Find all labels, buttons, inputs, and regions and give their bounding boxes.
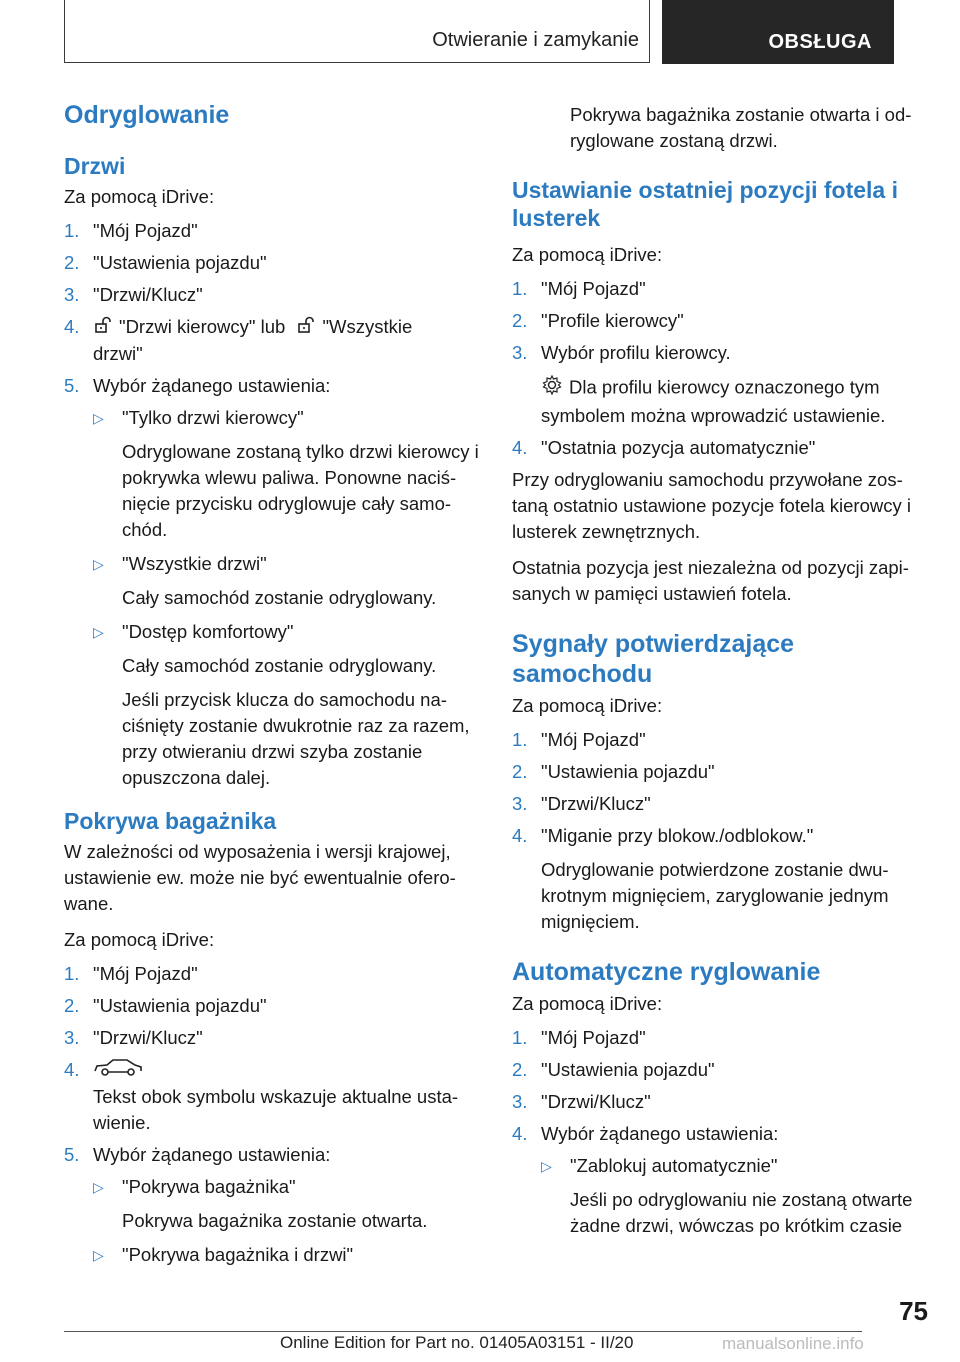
seat-steps xyxy=(512,276,932,461)
intro-text: Za pomocą iDrive: xyxy=(64,929,215,951)
left-column xyxy=(64,100,484,1276)
list-item: 2. "Profile kierowcy" xyxy=(512,310,684,331)
option-description: Jeśli po odryglowaniu nie zostaną otwarte żadne drzwi, wówczas po krótkim czasie xyxy=(570,1189,913,1236)
option-item: ▷ "Tylko drzwi kierowcy" Odryglowane zostaną tylko drzwi kierowcy i pokrywka wlewu paliwa. Ponowne naciśnięcie przycisku odryglowuje cały samochód. xyxy=(93,405,484,543)
unlock-icon xyxy=(93,315,113,341)
section-tab xyxy=(662,0,894,64)
paragraph: Ostatnia pozycja jest niezależna od pozycji zapisanych w pamięci ustawień fotela. xyxy=(512,557,909,604)
header-box xyxy=(64,0,650,63)
intro-text: Za pomocą iDrive: xyxy=(512,993,663,1014)
footer-divider xyxy=(64,1331,862,1332)
list-item: 1. "Mój Pojazd" xyxy=(512,729,646,750)
car-icon xyxy=(93,1060,143,1081)
list-item: 2. "Ustawienia pojazdu" xyxy=(64,252,267,273)
option-description: Pokrywa bagażnika zostanie otwarta. xyxy=(122,1210,428,1232)
right-column xyxy=(512,102,932,1247)
triangle-bullet-icon: ▷ xyxy=(93,556,104,573)
trunk-steps xyxy=(64,961,484,1268)
signals-steps xyxy=(512,727,932,935)
autolock-steps xyxy=(512,1025,932,1239)
triangle-bullet-icon: ▷ xyxy=(93,624,104,641)
doors-steps xyxy=(64,218,484,791)
settings-gear-icon xyxy=(541,374,563,403)
list-item: 4. "Ostatnia pozycja automatycznie" xyxy=(512,437,816,458)
subheading-doors: Drzwi xyxy=(64,153,126,179)
trunk-intro: W zależności od wyposażenia i wersji krajowej, ustawienie ew. może nie być ewentualnie oferowane. xyxy=(64,841,456,915)
item-description: Odryglowanie potwierdzone zostanie dwukrotnym mignięciem, zaryglowanie jednym mignięciem. xyxy=(541,859,889,932)
list-item: 3. "Drzwi/Klucz" xyxy=(64,1027,203,1049)
list-item: 2. "Ustawienia pojazdu" xyxy=(512,1059,715,1080)
intro-text: Za pomocą iDrive: xyxy=(512,695,663,716)
option-description: Cały samochód zostanie odryglowany. xyxy=(122,587,437,609)
list-item: 2. "Ustawienia pojazdu" xyxy=(64,995,267,1017)
item-description: Tekst obok symbolu wskazuje aktualne ustawienie. xyxy=(93,1086,459,1134)
option-item: ▷ "Zablokuj automatycznie" Jeśli po odryglowaniu nie zostaną otwarte żadne drzwi, wówczas po krótkim czasie xyxy=(541,1153,932,1239)
triangle-bullet-icon: ▷ xyxy=(93,410,104,427)
list-item: 3. Wybór profilu kierowcy. Dla profilu kierowcy oznaczonego tym symbolem można wprowadzić ustawienie. xyxy=(512,340,932,429)
list-item: 5. Wybór żądanego ustawienia: ▷ "Tylko drzwi kierowcy" Odryglowane zostaną tylko drzwi kierowcy i pokrywka wlewu paliwa. Ponowne naciśnięcie przycisku odryglowuje cały samochód. ▷ "Wszystkie drzwi" Cały samochód zostanie odryglowany. ▷ "Dostęp komfortowy" Cały samochód zostanie odryglowany. Jeśli przycisk klucza do samochodu naciśnięty zostanie dwukrotnie raz za razem, przy otwieraniu drzwi szyba zostanie opuszczona dalej. xyxy=(64,373,484,791)
triangle-bullet-icon: ▷ xyxy=(541,1158,552,1174)
list-item: 5. Wybór żądanego ustawienia: ▷ "Pokrywa bagażnika" Pokrywa bagażnika zostanie otwarta. ▷ "Pokrywa bagażnika i drzwi" xyxy=(64,1142,484,1268)
section-heading-signals: Sygnały potwierdzające samochodu xyxy=(512,630,795,688)
list-item: 3. "Drzwi/Klucz" xyxy=(512,793,651,814)
triangle-bullet-icon: ▷ xyxy=(93,1179,104,1196)
option-item: ▷ "Wszystkie drzwi" Cały samochód zostanie odryglowany. xyxy=(93,551,484,611)
option-item: ▷ "Pokrywa bagażnika i drzwi" xyxy=(93,1242,484,1268)
section-heading-unlocking: Odryglowanie xyxy=(64,101,230,129)
page-number: 75 xyxy=(899,1296,928,1326)
option-description: Odryglowane zostaną tylko drzwi kierowcy i pokrywka wlewu paliwa. Ponowne naciśnięcie przycisku odryglowuje cały samochód. xyxy=(122,441,479,541)
list-item: 4. "Drzwi kierowcy" lub "Wszystkie drzwi" xyxy=(64,316,413,365)
list-item: 1. "Mój Pojazd" xyxy=(64,220,198,241)
option-list xyxy=(93,405,484,791)
list-item: 1. "Mój Pojazd" xyxy=(64,963,198,985)
intro-text: Za pomocą iDrive: xyxy=(512,244,663,265)
item-note: Dla profilu kierowcy oznaczonego tym symbolem można wprowadzić ustawienie. xyxy=(541,374,932,429)
list-item: 4. Wybór żądanego ustawienia: ▷ "Zablokuj automatycznie" Jeśli po odryglowaniu nie zostaną otwarte żadne drzwi, wówczas po krótkim czasie xyxy=(512,1121,932,1239)
paragraph: Przy odryglowaniu samochodu przywołane zostaną ostatnio ustawione pozycje fotela kierowcy i lusterek zewnętrznych. xyxy=(512,469,911,542)
section-tab-label: OBSŁUGA xyxy=(768,31,872,53)
option-list xyxy=(541,1153,932,1239)
unlock-icon xyxy=(296,315,316,341)
subheading-seat-position: Ustawianie ostatniej pozycji fotela i lusterek xyxy=(512,177,898,231)
watermark: manualsonline.info xyxy=(722,1334,864,1353)
list-item: 1. "Mój Pojazd" xyxy=(512,1027,646,1048)
option-description: Cały samochód zostanie odryglowany. xyxy=(122,655,437,677)
option-item: ▷ "Pokrywa bagażnika" Pokrywa bagażnika zostanie otwarta. xyxy=(93,1174,484,1234)
page-header xyxy=(64,0,960,66)
list-item: 1. "Mój Pojazd" xyxy=(512,278,646,299)
continued-text: Pokrywa bagażnika zostanie otwarta i odryglowane zostaną drzwi. xyxy=(570,104,912,151)
list-item: 3. "Drzwi/Klucz" xyxy=(512,1091,651,1112)
option-item: ▷ "Dostęp komfortowy" Cały samochód zostanie odryglowany. Jeśli przycisk klucza do samochodu naciśnięty zostanie dwukrotnie raz za razem, przy otwieraniu drzwi szyba zostanie opuszczona dalej. xyxy=(93,619,484,791)
list-item: 4. Tekst obok symbolu wskazuje aktualne ustawienie. xyxy=(64,1057,484,1136)
triangle-bullet-icon: ▷ xyxy=(93,1247,104,1264)
option-description: Jeśli przycisk klucza do samochodu naciśnięty zostanie dwukrotnie raz za razem, przy otwieraniu drzwi szyba zostanie opuszczona dalej. xyxy=(122,689,470,789)
subheading-trunk: Pokrywa bagażnika xyxy=(64,808,277,835)
option-list xyxy=(93,1174,484,1268)
chapter-title: Otwieranie i zamykanie xyxy=(432,29,639,51)
edition-note: Online Edition for Part no. 01405A03151 - II/20 xyxy=(280,1333,634,1352)
list-item: 4. "Miganie przy blokow./odblokow." Odryglowanie potwierdzone zostanie dwukrotnym mignięciem, zaryglowanie jednym mignięciem. xyxy=(512,823,932,935)
list-item: 3. "Drzwi/Klucz" xyxy=(64,284,203,305)
section-heading-autolock: Automatyczne ryglowanie xyxy=(512,958,821,986)
list-item: 2. "Ustawienia pojazdu" xyxy=(512,761,715,782)
intro-text: Za pomocą iDrive: xyxy=(64,186,215,207)
